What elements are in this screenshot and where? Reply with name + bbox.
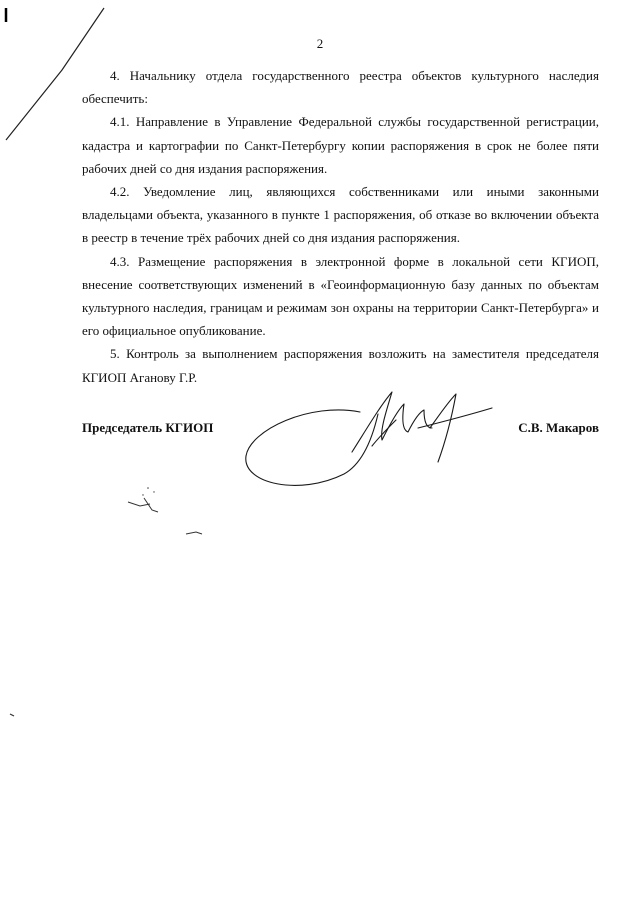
ink-dot (147, 487, 149, 489)
ink-dot (153, 491, 154, 492)
ink-mark (128, 498, 158, 512)
paragraph-item-4: 4. Начальнику отдела государственного реестра объектов культурного наследия обеспечить: (82, 68, 599, 107)
page-number: 2 (316, 36, 324, 51)
signature-stroke-main (352, 392, 432, 452)
paragraph-item-4-1: 4.1. Направление в Управление Федеральной службы государственной регистрации, кадастра и картографии по Санкт-Петербургу копии распоряжения в срок не более пяти рабочих дней со дня издания распоряжения. (82, 114, 599, 176)
signature-loop (246, 410, 378, 485)
document-body (82, 64, 599, 389)
signature-underline (418, 408, 492, 428)
ink-mark-small (186, 532, 202, 534)
margin-dot (10, 714, 14, 716)
paragraph-item-5: 5. Контроль за выполнением распоряжения возложить на заместителя председателя КГИОП Аганову Г.Р. (82, 346, 599, 385)
signature-hook (372, 420, 396, 446)
paragraph-item-4-2: 4.2. Уведомление лиц, являющихся собственниками или иными законными владельцами объекта, указанного в пункте 1 распоряжения, об отказе во включении объекта в реестр в течение трёх рабочих дней со дня издания распоряжения. (82, 184, 599, 246)
signature-stroke-tail (430, 394, 456, 462)
paragraph-item-4-3: 4.3. Размещение распоряжения в электронной форме в локальной сети КГИОП, внесение соответствующих изменений в «Геоинформационную базу данных по объектам культурного наследия, границам и режимам зон охраны на территории Санкт-Петербурга» и его официальное опубликование. (82, 253, 599, 339)
ink-dot (142, 494, 143, 495)
signatory-title: Председатель КГИОП (82, 420, 214, 435)
signatory-name: С.В. Макаров (518, 420, 599, 435)
